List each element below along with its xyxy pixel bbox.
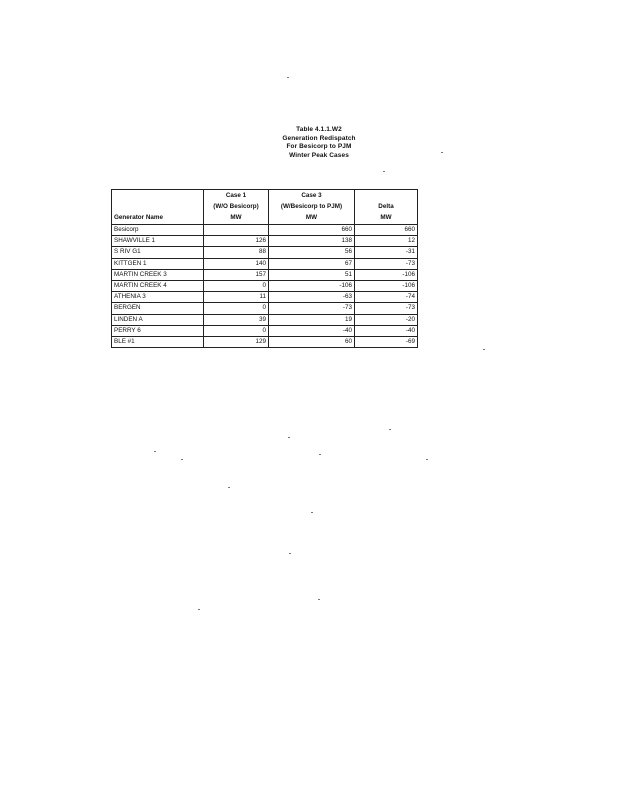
delta-cell: -73: [355, 303, 418, 314]
case3-cell: 60: [269, 336, 355, 347]
case3-cell: -73: [269, 303, 355, 314]
scan-speck: [289, 553, 291, 554]
case3-cell: -40: [269, 325, 355, 336]
table-row: [112, 336, 418, 347]
case1-cell: 11: [204, 292, 269, 303]
scan-speck: [383, 171, 385, 172]
delta-cell: -106: [355, 280, 418, 291]
header-delta: Delta MW: [355, 190, 418, 225]
table-row: [112, 258, 418, 269]
table-row: [112, 314, 418, 325]
scan-speck: [198, 609, 200, 610]
table-row: [112, 269, 418, 280]
scan-speck: [483, 349, 485, 350]
scan-speck: [287, 77, 289, 78]
caption-line-4: Winter Peak Cases: [289, 151, 349, 159]
scan-speck: [288, 437, 290, 438]
header-case-3: Case 3 (W/Besicorp to PJM) MW: [269, 190, 355, 225]
case1-cell: 0: [204, 325, 269, 336]
scan-speck: [181, 459, 183, 460]
case1-cell: 157: [204, 269, 269, 280]
scan-speck: [228, 487, 230, 488]
table-header-row: [112, 190, 418, 225]
generator-name-cell: BERGEN: [112, 303, 204, 314]
generator-name-cell: Besicorp: [112, 225, 204, 236]
case1-cell: [204, 225, 269, 236]
delta-cell: 12: [355, 236, 418, 247]
case1-cell: 0: [204, 303, 269, 314]
table-row: [112, 325, 418, 336]
case1-cell: 129: [204, 336, 269, 347]
delta-cell: -74: [355, 292, 418, 303]
generator-name-cell: MARTIN CREEK 4: [112, 280, 204, 291]
case3-cell: 51: [269, 269, 355, 280]
case1-cell: 39: [204, 314, 269, 325]
delta-cell: -69: [355, 336, 418, 347]
table-row: [112, 225, 418, 236]
scan-speck: [389, 429, 391, 430]
table-number: Table 4.1.1.W2: [296, 126, 342, 133]
case3-cell: 67: [269, 258, 355, 269]
scan-speck: [318, 599, 320, 600]
case1-cell: 88: [204, 247, 269, 258]
scan-speck: [426, 459, 428, 460]
case3-cell: 660: [269, 225, 355, 236]
generator-name-cell: PERRY 6: [112, 325, 204, 336]
generator-name-cell: SHAWVILLE 1: [112, 236, 204, 247]
case1-cell: 140: [204, 258, 269, 269]
case3-cell: 138: [269, 236, 355, 247]
generator-name-cell: ATHENIA 3: [112, 292, 204, 303]
delta-cell: 660: [355, 225, 418, 236]
scan-speck: [311, 512, 313, 513]
header-case-1: Case 1 (W/O Besicorp) MW: [204, 190, 269, 225]
generator-name-cell: S RIV G1: [112, 247, 204, 258]
generation-redispatch-table: [111, 189, 418, 348]
caption-line-3: For Besicorp to PJM: [286, 143, 352, 150]
case3-cell: 56: [269, 247, 355, 258]
generator-name-cell: BLE #1: [112, 336, 204, 347]
case3-cell: 19: [269, 314, 355, 325]
delta-cell: -31: [355, 247, 418, 258]
scan-speck: [319, 454, 321, 455]
delta-cell: -20: [355, 314, 418, 325]
delta-cell: -40: [355, 325, 418, 336]
case3-cell: -63: [269, 292, 355, 303]
table-row: [112, 292, 418, 303]
caption-line-2: Generation Redispatch: [282, 134, 356, 142]
scan-speck: [441, 152, 443, 153]
case3-cell: -106: [269, 280, 355, 291]
table-row: [112, 236, 418, 247]
scan-speck: [154, 451, 156, 452]
generator-name-cell: KITTGEN 1: [112, 258, 204, 269]
generator-name-cell: LINDEN A: [112, 314, 204, 325]
case1-cell: 126: [204, 236, 269, 247]
generator-name-cell: MARTIN CREEK 3: [112, 269, 204, 280]
case1-cell: 0: [204, 280, 269, 291]
table-row: [112, 247, 418, 258]
table-row: [112, 303, 418, 314]
delta-cell: -73: [355, 258, 418, 269]
delta-cell: -106: [355, 269, 418, 280]
header-generator-name: Generator Name: [112, 190, 204, 225]
table-caption: [0, 126, 624, 160]
table-row: [112, 280, 418, 291]
